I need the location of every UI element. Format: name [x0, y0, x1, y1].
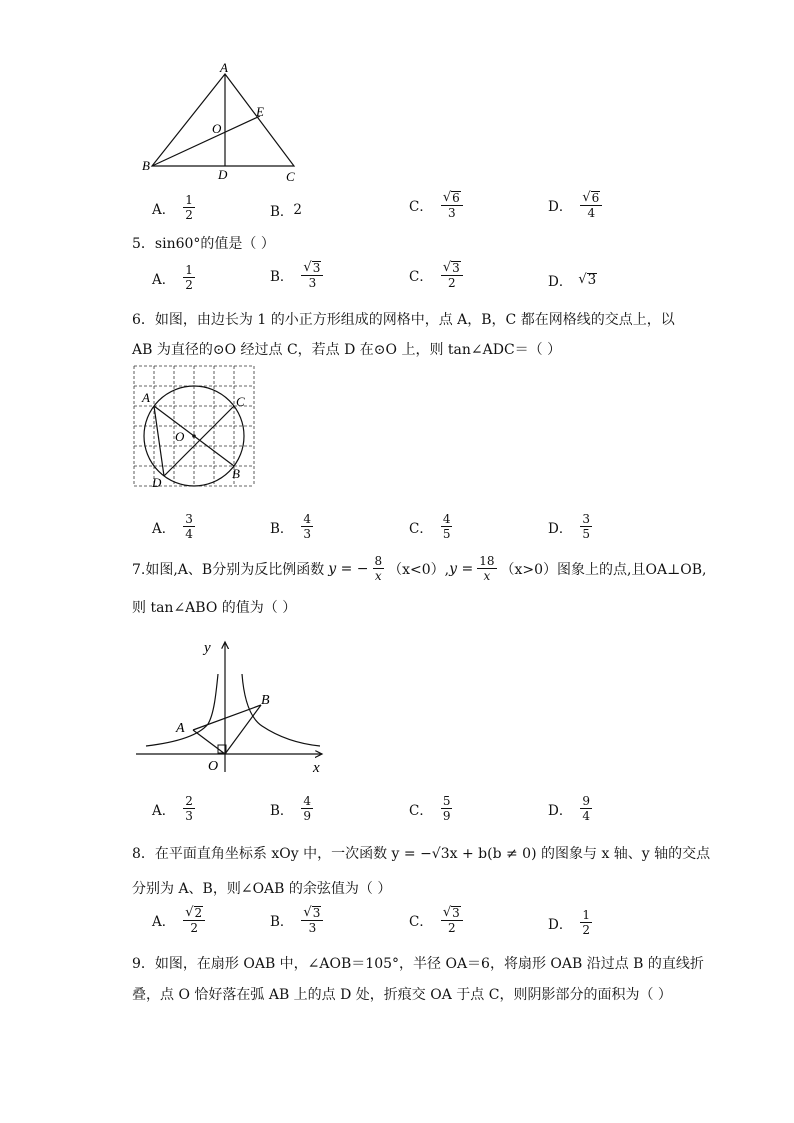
label-B: B	[142, 158, 150, 173]
q4-option-d[interactable]: D． √ 6 4	[548, 190, 602, 220]
q8-option-d[interactable]: D． $\frac{1}{2}$	[548, 908, 590, 937]
label-A: A	[176, 721, 185, 736]
label-O: O	[175, 429, 185, 444]
q9-line2: 叠，点 O 恰好落在弧 AB 上的点 D 处，折痕交 OA 于点 C，则阴影部分的面积为（ ）	[132, 987, 672, 1003]
q8-line2: 分别为 A、B，则∠OAB 的余弦值为（ ）	[132, 881, 392, 897]
q6-line1: 6．如图，由边长为 1 的小正方形组成的网格中，点 A，B，C 都在网格线的交点上，以	[132, 312, 675, 328]
q7-line1: 7.如图,A、B分别为反比例函数 y = − $\frac{8}{x}$ （x<0）, y = $\frac{18}{x}$ （x>0）图象上的点,且OA⊥OB,	[132, 554, 707, 583]
label-C: C	[236, 394, 245, 409]
q7-option-b[interactable]: B． $\frac{4}{9}$	[270, 794, 312, 823]
q6-option-b[interactable]: B． $\frac{4}{3}$	[270, 512, 312, 541]
q7-option-d[interactable]: D． $\frac{9}{4}$	[548, 794, 590, 823]
label-O: O	[212, 121, 222, 136]
label-D: D	[218, 167, 228, 182]
q6-option-d[interactable]: D． $\frac{3}{5}$	[548, 512, 590, 541]
q5-option-b[interactable]: B． √ 3 3	[270, 260, 323, 290]
triangle-figure	[140, 60, 310, 185]
q5-option-a[interactable]: A． $\frac{1}{2}$	[152, 263, 193, 292]
hyperbola-figure	[130, 634, 330, 776]
q5-text: 5．sin60°的值是（ ）	[132, 236, 275, 252]
q5-option-c[interactable]: C． √ 3 2	[409, 260, 463, 290]
label-C: C	[286, 169, 295, 184]
q7-option-c[interactable]: C． $\frac{5}{9}$	[409, 794, 451, 823]
grid-circle-figure	[128, 360, 263, 500]
q9-line1: 9．如图，在扇形 OAB 中，∠AOB＝105°，半径 OA＝6，将扇形 OAB 沿过点 B 的直线折	[132, 956, 704, 972]
label-A: A	[142, 390, 150, 405]
axis-y-label: y	[204, 640, 211, 656]
q7-option-a[interactable]: A． $\frac{2}{3}$	[152, 794, 193, 823]
q6-option-c[interactable]: C． $\frac{4}{5}$	[409, 512, 451, 541]
q8-line1: 8．在平面直角坐标系 xOy 中，一次函数 y = −√3x + b(b ≠ 0) 的图象与 x 轴、y 轴的交点	[132, 846, 711, 862]
axis-x-label: x	[313, 760, 320, 776]
q4-option-b[interactable]: B． 2	[270, 202, 303, 220]
q8-option-b[interactable]: B． √ 3 3	[270, 905, 323, 935]
q5-option-d[interactable]: D． √ 3	[548, 272, 597, 290]
label-B: B	[261, 693, 270, 708]
label-B: B	[232, 466, 240, 481]
label-E: E	[256, 104, 264, 119]
q8-option-c[interactable]: C． √ 3 2	[409, 905, 463, 935]
q4-option-a[interactable]: A． $\frac{1}{2}$	[152, 193, 193, 222]
label-A: A	[220, 60, 228, 75]
q4-option-c[interactable]: C． √ 6 3	[409, 190, 463, 220]
q6-line2: AB 为直径的⊙O 经过点 C，若点 D 在⊙O 上，则 tan∠ADC＝（ ）	[132, 342, 562, 358]
q8-option-a[interactable]: A． √ 2 2	[152, 905, 205, 935]
label-O: O	[208, 759, 219, 774]
q7-line2: 则 tan∠ABO 的值为（ ）	[132, 600, 297, 616]
q6-option-a[interactable]: A． $\frac{3}{4}$	[152, 512, 193, 541]
label-D: D	[152, 475, 162, 490]
